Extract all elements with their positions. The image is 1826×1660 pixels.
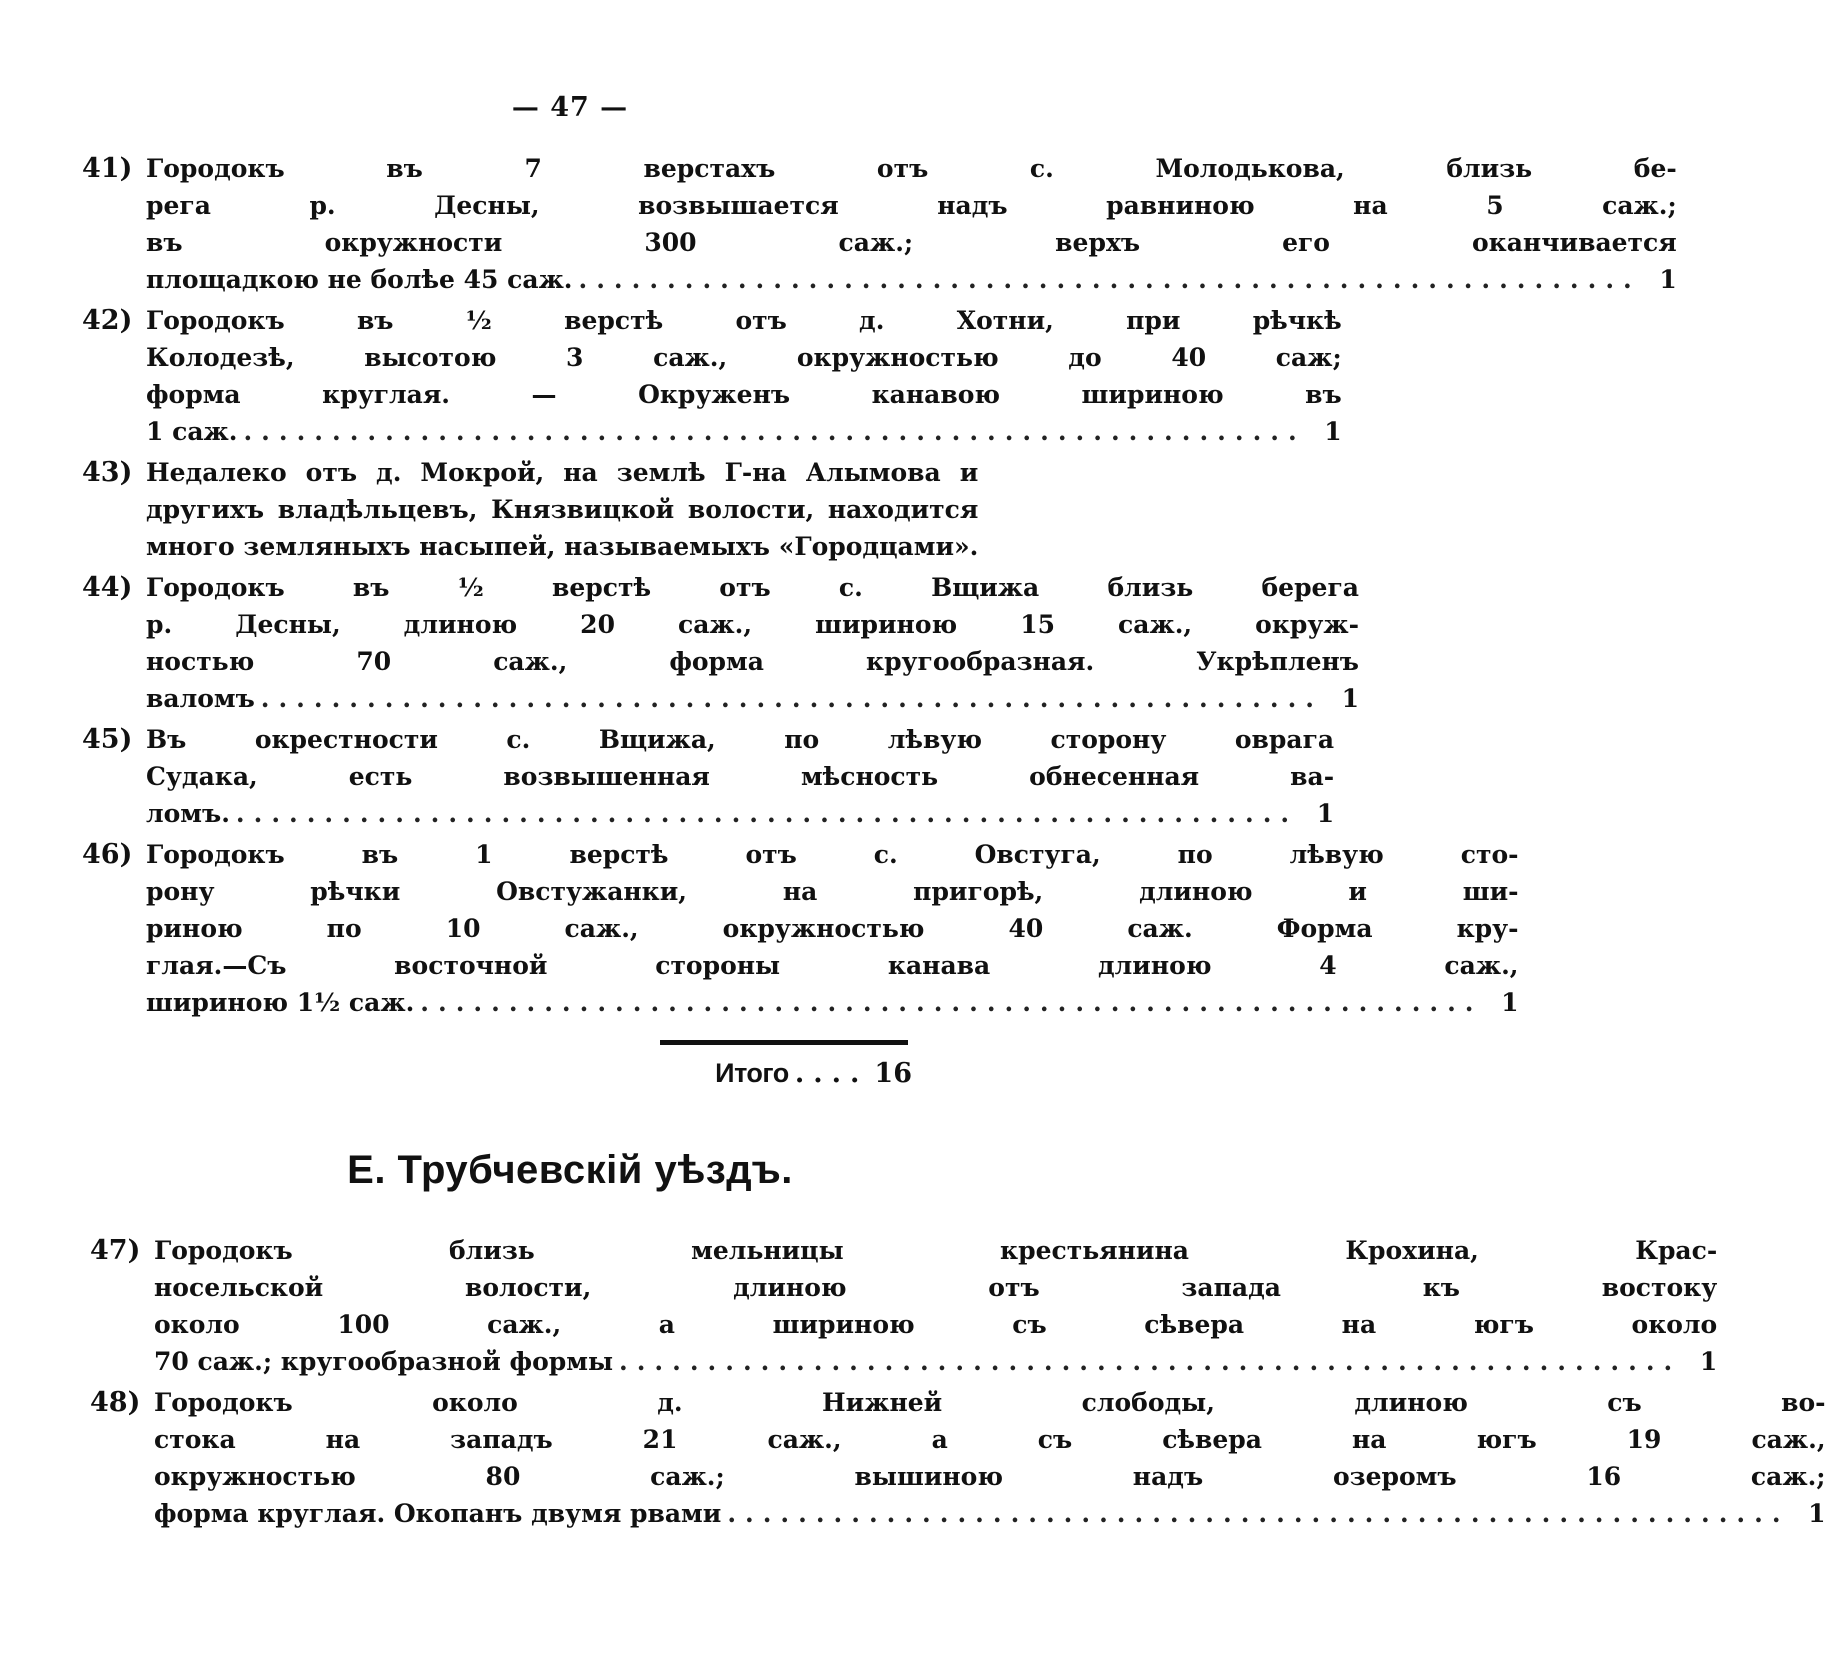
entry-text bbox=[146, 454, 978, 565]
entry-line: стока на западъ 21 саж., а съ сѣвера на югъ 19 саж., bbox=[154, 1425, 1826, 1454]
entry-item bbox=[82, 302, 1342, 450]
entry-text bbox=[154, 1384, 1826, 1532]
entry-line: Городокъ въ 7 верстахъ отъ с. Молодькова, близь бе- bbox=[146, 154, 1677, 183]
entry-line: р. Десны, длиною 20 саж., шириною 15 саж., окруж- bbox=[146, 610, 1359, 639]
total-line bbox=[640, 1055, 912, 1092]
entry-count: 1 bbox=[1324, 417, 1342, 446]
leader-dots: ............................................................ bbox=[243, 417, 1306, 446]
entry-last-line bbox=[146, 984, 1519, 1021]
entry-last-line bbox=[146, 261, 1677, 298]
entry-number: 43) bbox=[82, 457, 133, 488]
entry-text bbox=[146, 569, 1359, 717]
entry-last-line bbox=[146, 413, 1342, 450]
entry-line: въ окружности 300 саж.; верхъ его оканчивается bbox=[146, 228, 1677, 257]
entry-line: форма круглая. — Окруженъ канавою шириною въ bbox=[146, 380, 1342, 409]
leader-dots: ............................................................ bbox=[260, 684, 1323, 713]
entry-last-text: форма круглая. Окопанъ двумя рвами bbox=[154, 1499, 722, 1528]
entry-last-line bbox=[154, 1495, 1826, 1532]
entry-count: 1 bbox=[1808, 1499, 1826, 1528]
total-label: Итого bbox=[715, 1058, 789, 1088]
entry-text bbox=[146, 836, 1519, 1021]
entries-list-second bbox=[90, 1232, 1826, 1536]
entry-text bbox=[146, 150, 1677, 298]
entry-line: Въ окрестности с. Вщижа, по лѣвую сторону оврага bbox=[146, 725, 1335, 754]
leader-dots: ............................................................ bbox=[235, 799, 1299, 828]
entry-last-line bbox=[154, 1343, 1717, 1380]
total-value: 16 bbox=[874, 1058, 912, 1089]
leader-dots: ............................................................ bbox=[420, 988, 1483, 1017]
entry-text bbox=[154, 1232, 1717, 1380]
entry-line: Колодезѣ, высотою 3 саж., окружностью до 40 саж; bbox=[146, 343, 1342, 372]
entry-item bbox=[82, 150, 1677, 298]
entry-number: 44) bbox=[82, 572, 133, 603]
entry-line: много земляныхъ насыпей, называемыхъ «Городцами». bbox=[146, 532, 979, 561]
leader-dots: ............................................................ bbox=[578, 265, 1641, 294]
entry-item bbox=[90, 1384, 1826, 1532]
entry-line: Городокъ близь мельницы крестьянина Крохина, Крас- bbox=[154, 1236, 1718, 1265]
entry-line: рону рѣчки Овстужанки, на пригорѣ, длиною и ши- bbox=[146, 877, 1519, 906]
entry-line: Недалеко отъ д. Мокрой, на землѣ Г-на Алымова и bbox=[146, 458, 979, 487]
entries-list-first bbox=[82, 150, 1677, 1025]
entry-count: 1 bbox=[1501, 988, 1519, 1017]
entry-line: окружностью 80 саж.; вышиною надъ озеромъ 16 саж.; bbox=[154, 1462, 1826, 1491]
entry-item bbox=[82, 454, 979, 565]
entry-count: 1 bbox=[1659, 265, 1677, 294]
entry-last-text: ломъ. bbox=[146, 799, 230, 828]
entry-line: Городокъ въ 1 верстѣ отъ с. Овстуга, по лѣвую сто- bbox=[146, 840, 1519, 869]
entry-count: 1 bbox=[1341, 684, 1359, 713]
entry-number: 47) bbox=[90, 1235, 141, 1266]
entry-text bbox=[146, 302, 1342, 450]
entry-item bbox=[82, 836, 1519, 1021]
entry-line: Городокъ около д. Нижней слободы, длиною съ во- bbox=[154, 1388, 1826, 1417]
entry-line: ностью 70 саж., форма кругообразная. Укрѣпленъ bbox=[146, 647, 1359, 676]
entry-last-text: площадкою не болѣе 45 саж. bbox=[146, 265, 573, 294]
entry-number: 42) bbox=[82, 305, 133, 336]
entry-item bbox=[90, 1232, 1718, 1380]
entry-last-line bbox=[146, 680, 1359, 717]
entry-line: другихъ владѣльцевъ, Князвицкой волости, находится bbox=[146, 495, 979, 524]
entry-item bbox=[82, 569, 1359, 717]
entry-last-text: 1 саж. bbox=[146, 417, 238, 446]
entry-count: 1 bbox=[1316, 799, 1335, 828]
entry-line: около 100 саж., а шириною съ сѣвера на югъ около bbox=[154, 1310, 1718, 1339]
page-number: — 47 — bbox=[511, 92, 629, 123]
entry-line: риною по 10 саж., окружностью 40 саж. Форма кру- bbox=[146, 914, 1519, 943]
entry-line: носельской волости, длиною отъ запада къ востоку bbox=[154, 1273, 1718, 1302]
entry-line: глая.—Съ восточной стороны канава длиною 4 саж., bbox=[146, 951, 1519, 980]
entry-last-text: 70 саж.; кругообразной формы bbox=[154, 1347, 614, 1376]
entry-number: 41) bbox=[82, 153, 133, 184]
section-title: Е. Трубчевскій уѣздъ. bbox=[347, 1148, 793, 1192]
entry-line: рега р. Десны, возвышается надъ равниною на 5 саж.; bbox=[146, 191, 1677, 220]
entry-last-text: шириною 1½ саж. bbox=[146, 988, 415, 1017]
total-rule bbox=[660, 1040, 908, 1045]
entry-line: Судака, есть возвышенная мѣсность обнесенная ва- bbox=[146, 762, 1335, 791]
entry-last-text: валомъ bbox=[146, 684, 255, 713]
entry-text bbox=[146, 721, 1334, 832]
entry-number: 48) bbox=[90, 1387, 141, 1418]
entry-count: 1 bbox=[1699, 1347, 1718, 1376]
leader-dots: ............................................................ bbox=[619, 1347, 1682, 1376]
entry-last-line bbox=[146, 795, 1334, 832]
entry-line: Городокъ въ ½ верстѣ отъ д. Хотни, при рѣчкѣ bbox=[146, 306, 1342, 335]
entry-line: Городокъ въ ½ верстѣ отъ с. Вщижа близь берега bbox=[146, 573, 1359, 602]
leader-dots: ............................................................ bbox=[727, 1499, 1790, 1528]
total-leader-dots: .... bbox=[794, 1058, 869, 1089]
entry-item bbox=[82, 721, 1335, 832]
entry-number: 46) bbox=[82, 839, 133, 870]
entry-number: 45) bbox=[82, 724, 133, 755]
